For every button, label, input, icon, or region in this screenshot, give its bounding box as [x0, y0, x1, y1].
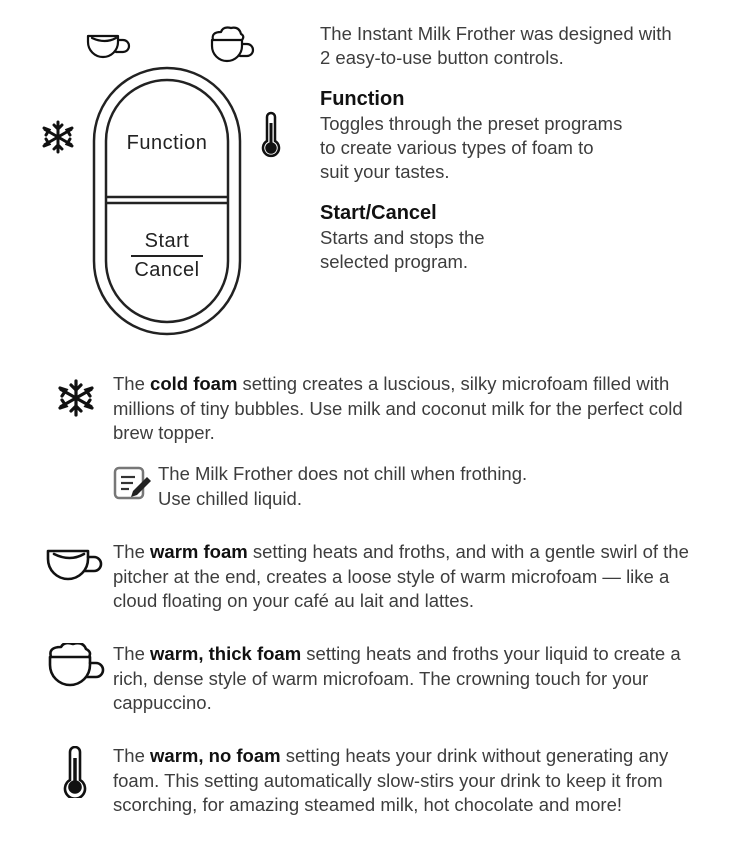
chill-note — [158, 462, 658, 511]
foam-cup-icon — [47, 643, 105, 691]
foam-cup-icon — [212, 28, 253, 62]
snowflake-icon — [44, 122, 72, 152]
cold-suffix: setting creates a luscious, silky microfoam filled with millions of tiny bubbles. Use milk and coconut milk for the perfect cold brew topper. — [113, 373, 683, 443]
warm-suffix: setting heats and froths, and with a gentle swirl of the pitcher at the end, creates a loose style of warm microfoam — like a cloud floating on your café au lait and lattes. — [113, 541, 689, 611]
cup-icon — [45, 545, 103, 585]
cold-prefix: The — [113, 373, 151, 394]
warm-foam-name: warm foam — [150, 541, 248, 562]
cold-foam-name: cold foam — [150, 373, 238, 394]
thick-suffix: setting heats and froths your liquid to create a rich, dense style of warm microfoam. The crowning touch for your cappuccino. — [113, 643, 681, 713]
function-heading: Function — [320, 88, 405, 110]
start-cancel-description: Starts and stops the selected program. — [320, 227, 485, 272]
nofoam-suffix: setting heats your drink without generating any foam. This setting automatically slow-stirs your drink to keep it from scorching, for amazing steamed milk, hot chocolate and more! — [113, 745, 669, 815]
warm-no-foam-description — [113, 744, 713, 818]
start-cancel-heading: Start/Cancel — [320, 202, 437, 224]
function-description: Toggles through the preset programs to create various types of foam to suit your tastes. — [320, 113, 623, 182]
function-button[interactable]: Function — [126, 132, 208, 154]
cup-icon — [88, 36, 129, 57]
cold-foam-description — [113, 372, 713, 446]
snowflake-icon — [55, 378, 97, 418]
warm-thick-foam-description — [113, 642, 713, 716]
nofoam-prefix: The — [113, 745, 151, 766]
note-icon — [113, 465, 153, 501]
thick-prefix: The — [113, 643, 151, 664]
warm-foam-description — [113, 540, 713, 614]
intro-column — [320, 22, 720, 274]
cancel-button[interactable]: Cancel — [134, 259, 200, 281]
thermometer-icon — [62, 746, 88, 798]
chill-note-line2: Use chilled liquid. — [158, 487, 302, 509]
thermometer-icon — [263, 113, 279, 156]
start-button[interactable]: Start — [144, 230, 190, 252]
chill-note-line1: The Milk Frother does not chill when frothing. — [158, 463, 528, 484]
control-panel-diagram — [0, 0, 310, 345]
warm-thick-foam-name: warm, thick foam — [150, 643, 302, 664]
warm-no-foam-name: warm, no foam — [150, 745, 281, 766]
warm-prefix: The — [113, 541, 151, 562]
intro-text: The Instant Milk Frother was designed with 2 easy-to-use button controls. — [320, 23, 672, 68]
